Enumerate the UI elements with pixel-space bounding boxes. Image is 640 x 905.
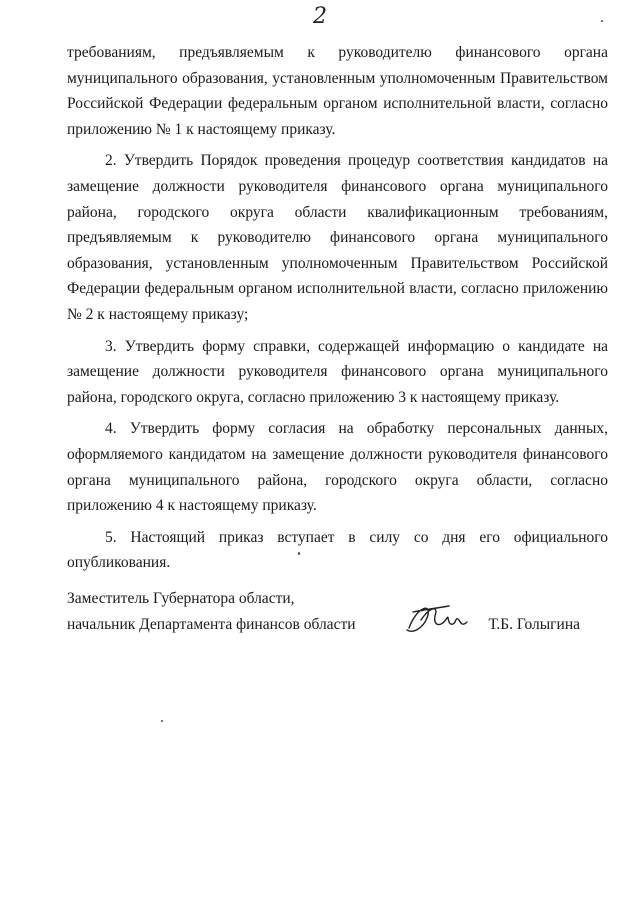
page-number: 2: [313, 4, 327, 29]
paragraph-continuation: требованиям, предъявляемым к руководителю финансового органа муниципального образования, установленным уполномоченным Правительством Российской Федерации федеральным органом исполнительной власти, согласно приложению № 1 к настоящему приказу.: [67, 44, 608, 138]
signature-block: [67, 586, 608, 638]
signer-title-line-2: начальник Департамента финансов области: [67, 616, 356, 633]
paragraph-item-5: 5. Настоящий приказ вступает в силу со дня его официального опубликования.: [67, 528, 608, 572]
signer-name: Т.Б. Голыгина: [488, 616, 580, 633]
paragraph-item-4: 4. Утвердить форму согласия на обработку персональных данных, оформляемого кандидатом на замещение должности руководителя финансового органа муниципального района, городского округа области, согласно приложению 4 к настоящему приказу.: [67, 420, 608, 515]
signer-title-line-1: Заместитель Губернатора области,: [67, 590, 295, 607]
document-body: [67, 40, 608, 576]
handwritten-signature: [403, 598, 469, 642]
paragraph-item-3: 3. Утвердить форму справки, содержащей информацию о кандидате на замещение должности руководителя финансового органа муниципального района, городского округа, согласно приложению 3 к настоящему приказу.: [67, 337, 608, 406]
paragraph-item-2: 2. Утвердить Порядок проведения процедур соответствия кандидатов на замещение должности руководителя финансового органа муниципального района, городского округа области квалификационным требованиям, предъявляемым к руководителю финансового органа муниципального образования, установленным уполномоченным Правительством Российской Федерации федеральным органом исполнительной власти, согласно приложению № 2 к настоящему приказу;: [67, 152, 608, 323]
